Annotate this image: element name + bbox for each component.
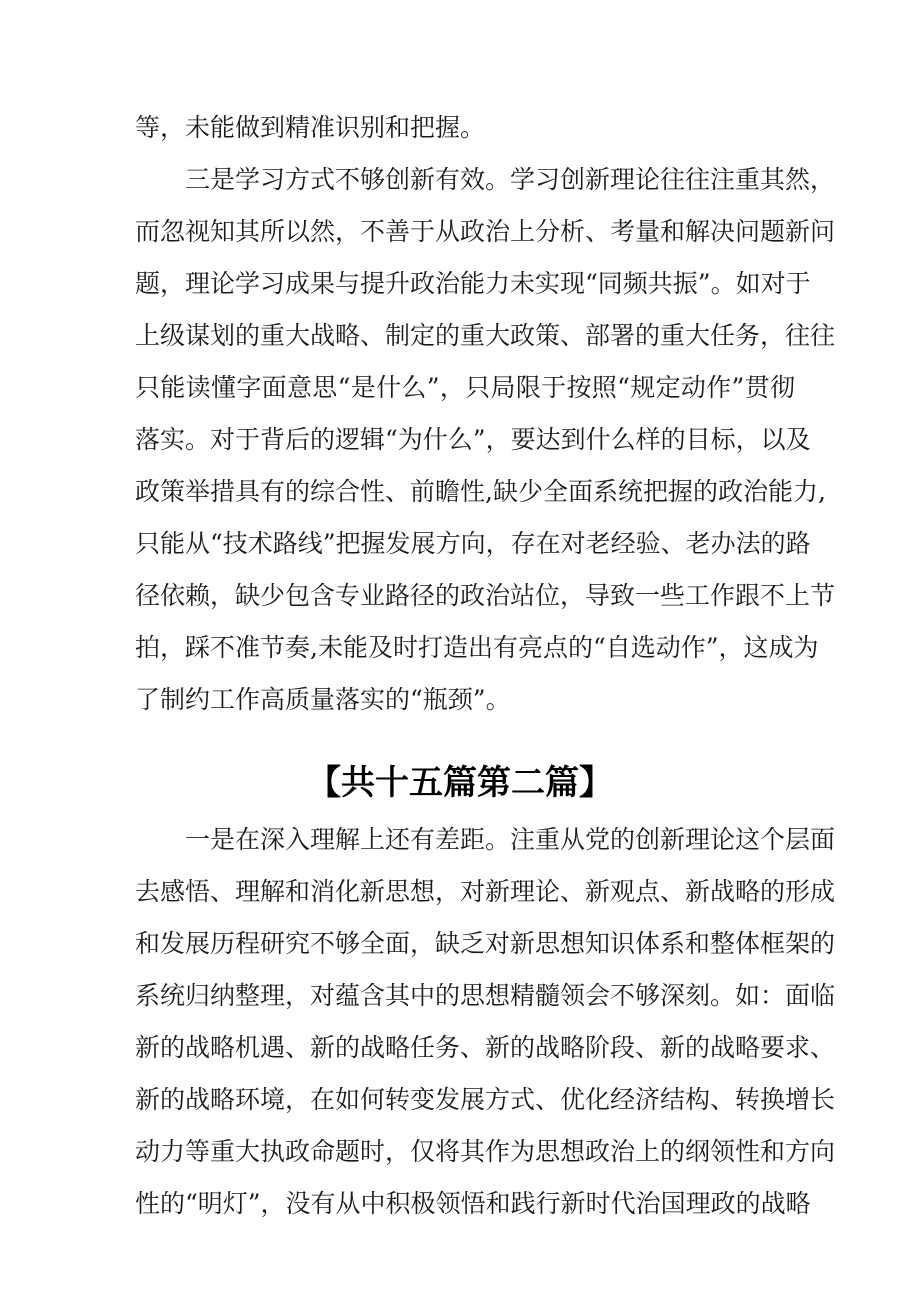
paragraph-line: 去感悟、理解和消化新思想，对新理论、新观点、新战略的形成 <box>135 877 836 906</box>
paragraph-line: 系统归纳整理，对蕴含其中的思想精髓领会不够深刻。如：面临 <box>135 981 836 1010</box>
section-heading: 【共十五篇第二篇】 <box>307 763 613 803</box>
paragraph-line: 只能读懂字面意思“是什么”，只局限于按照“规定动作”贯彻 <box>135 373 795 402</box>
paragraph-line: 等，未能做到精准识别和把握。 <box>135 113 486 142</box>
paragraph-line: 落实。对于背后的逻辑“为什么”，要达到什么样的目标，以及 <box>135 425 811 454</box>
paragraph-line: 新的战略环境，在如何转变发展方式、优化经济结构、转换增长 <box>135 1085 836 1114</box>
paragraph-line: 拍，踩不准节奏,未能及时打造出有亮点的“自选动作”，这成为 <box>135 633 819 662</box>
paragraph-line: 动力等重大执政命题时，仅将其作为思想政治上的纲领性和方向 <box>135 1137 836 1166</box>
paragraph-line: 只能从“技术路线”把握发展方向，存在对老经验、老办法的路 <box>135 529 811 558</box>
paragraph-line: 上级谋划的重大战略、制定的重大政策、部署的重大任务，往往 <box>135 321 836 350</box>
paragraph-line: 一是在深入理解上还有差距。注重从党的创新理论这个层面 <box>135 825 836 854</box>
paragraph-line: 了制约工作高质量落实的“瓶颈”。 <box>135 685 511 714</box>
paragraph-line: 三是学习方式不够创新有效。学习创新理论往往注重其然， <box>135 165 836 194</box>
paragraph-line: 而忽视知其所以然，不善于从政治上分析、考量和解决问题新问 <box>135 217 836 246</box>
paragraph-line: 政策举措具有的综合性、前瞻性,缺少全面系统把握的政治能力, <box>135 477 826 506</box>
paragraph-line: 性的“明灯”，没有从中积极领悟和践行新时代治国理政的战略 <box>135 1189 811 1218</box>
paragraph-line: 和发展历程研究不够全面，缺乏对新思想知识体系和整体框架的 <box>135 929 836 958</box>
paragraph-line: 新的战略机遇、新的战略任务、新的战略阶段、新的战略要求、 <box>135 1033 836 1062</box>
paragraph-line: 题，理论学习成果与提升政治能力未实现“同频共振”。如对于 <box>135 269 811 298</box>
paragraph-line: 径依赖，缺少包含专业路径的政治站位，导致一些工作跟不上节 <box>135 581 836 610</box>
